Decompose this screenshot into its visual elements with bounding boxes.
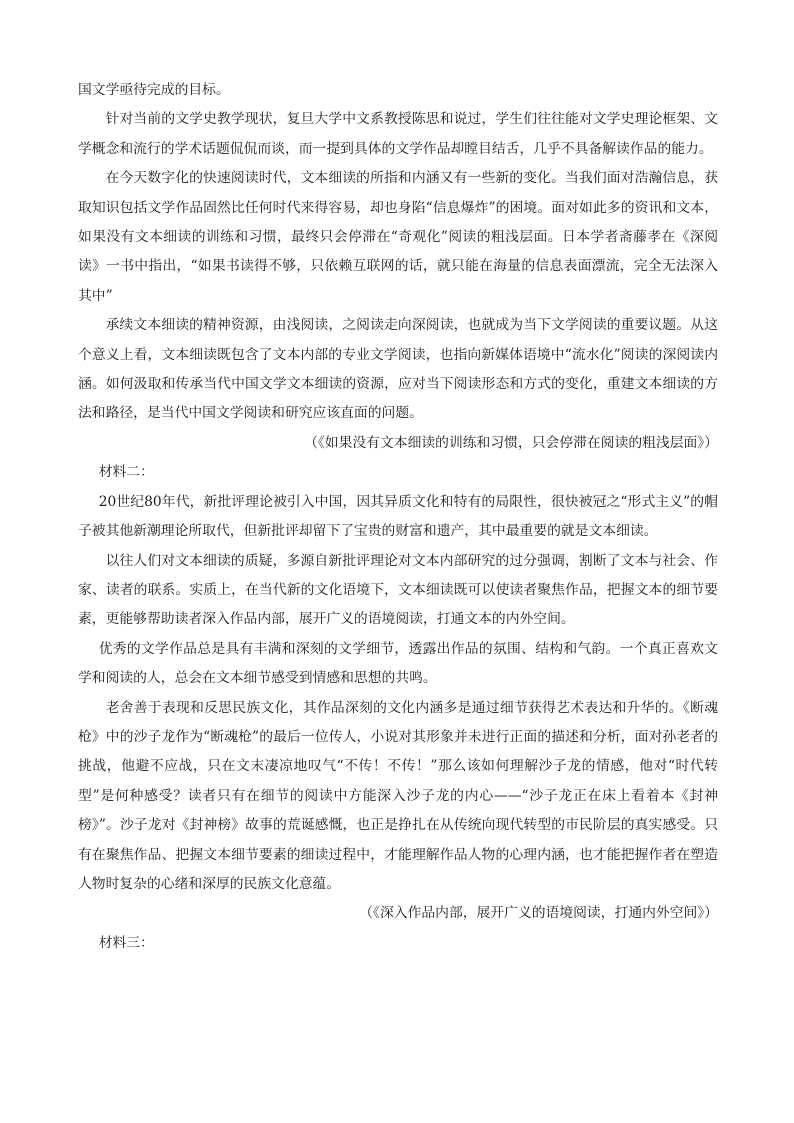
paragraph: 承续文本细读的精神资源，由浅阅读，之阅读走向深阅读，也就成为当下文学阅读的重要议题。从这个意义上看，文本细读既包含了文本内部的专业文学阅读，也指向新媒体语境中“流水化”阅读的深阅读内涵。如何汲取和传承当代中国文学文本细读的资源，应对当下阅读形态和方式的变化，重建文本细读的方法和路径，是当代中国文学阅读和研究应该直面的问题。 bbox=[78, 317, 718, 422]
paragraph: 优秀的文学作品总是具有丰满和深刻的文学细节，透露出作品的氛围、结构和气韵。一个真正喜欢文学和阅读的人，总会在文本细节感受到情感和思想的共鸣。 bbox=[78, 640, 718, 687]
paragraph: 以往人们对文本细读的质疑，多源自新批评理论对文本内部研究的过分强调，割断了文本与社会、作家、读者的联系。实质上，在当代新的文化语境下，文本细读既可以使读者聚焦作品，把握文本的细节要素，更能够帮助读者深入作品内部，展开广义的语境阅读，打通文本的内外空间。 bbox=[78, 552, 718, 628]
source-citation: （《如果没有文本细读的训练和习惯，只会停滞在阅读的粗浅层面》） bbox=[304, 434, 718, 451]
paragraph: 老舍善于表现和反思民族文化，其作品深刻的文化内涵多是通过细节获得艺术表达和升华的。《断魂枪》中的沙子龙作为“断魂枪”的最后一位传人，小说对其形象并未进行正面的描述和分析，面对孙老者的挑战，他避不应战，只在文末凄凉地叹气“不传！不传！”那么该如何理解沙子龙的情感，他对“时代转型”是何种感受？读者只有在细节的阅读中方能深入沙子龙的内心——“沙子龙正在床上看着本《封神榜》”。沙子龙对《封神榜》故事的荒诞感慨，也正是挣扎在从传统向现代转型的市民阶层的真实感受。只有在聚焦作品、把握文本细节要素的细读过程中，才能理解作品人物的心理内涵，也才能把握作者在塑造人物时复杂的心绪和深厚的民族文化意蕴。 bbox=[78, 699, 718, 892]
paragraph-continued: 国文学亟待完成的目标。 bbox=[78, 82, 230, 98]
document-page bbox=[78, 76, 718, 958]
section-label: 材料二： bbox=[98, 464, 154, 481]
paragraph: 针对当前的文学史教学现状，复旦大学中文系教授陈思和说过，学生们往往能对文学史理论框架、文学概念和流行的学术话题侃侃而谈，而一提到具体的文学作品却瞠目结舌，几乎不具备解读作品的能力。 bbox=[78, 111, 718, 157]
section-label: 材料三： bbox=[98, 934, 154, 951]
source-citation: （《深入作品内部，展开广义的语境阅读，打通内外空间》） bbox=[359, 905, 718, 922]
paragraph: 20世纪80年代，新批评理论被引入中国，因其异质文化和特有的局限性，很快被冠之“形式主义”的帽子被其他新潮理论所取代，但新批评却留下了宝贵的财富和遗产，其中最重要的就是文本细读。 bbox=[78, 493, 718, 540]
paragraph: 在今天数字化的快速阅读时代，文本细读的所指和内涵又有一些新的变化。当我们面对浩瀚信息，获取知识包括文学作品固然比任何时代来得容易，却也身陷“信息爆炸”的困境。面对如此多的资讯和文本，如果没有文本细读的训练和习惯，最终只会停滞在“奇观化”阅读的粗浅层面。日本学者斋藤孝在《深阅读》一书中指出，“如果书读得不够，只依赖互联网的话，就只能在海量的信息表面漂流，完全无法深入其中” bbox=[78, 170, 718, 304]
